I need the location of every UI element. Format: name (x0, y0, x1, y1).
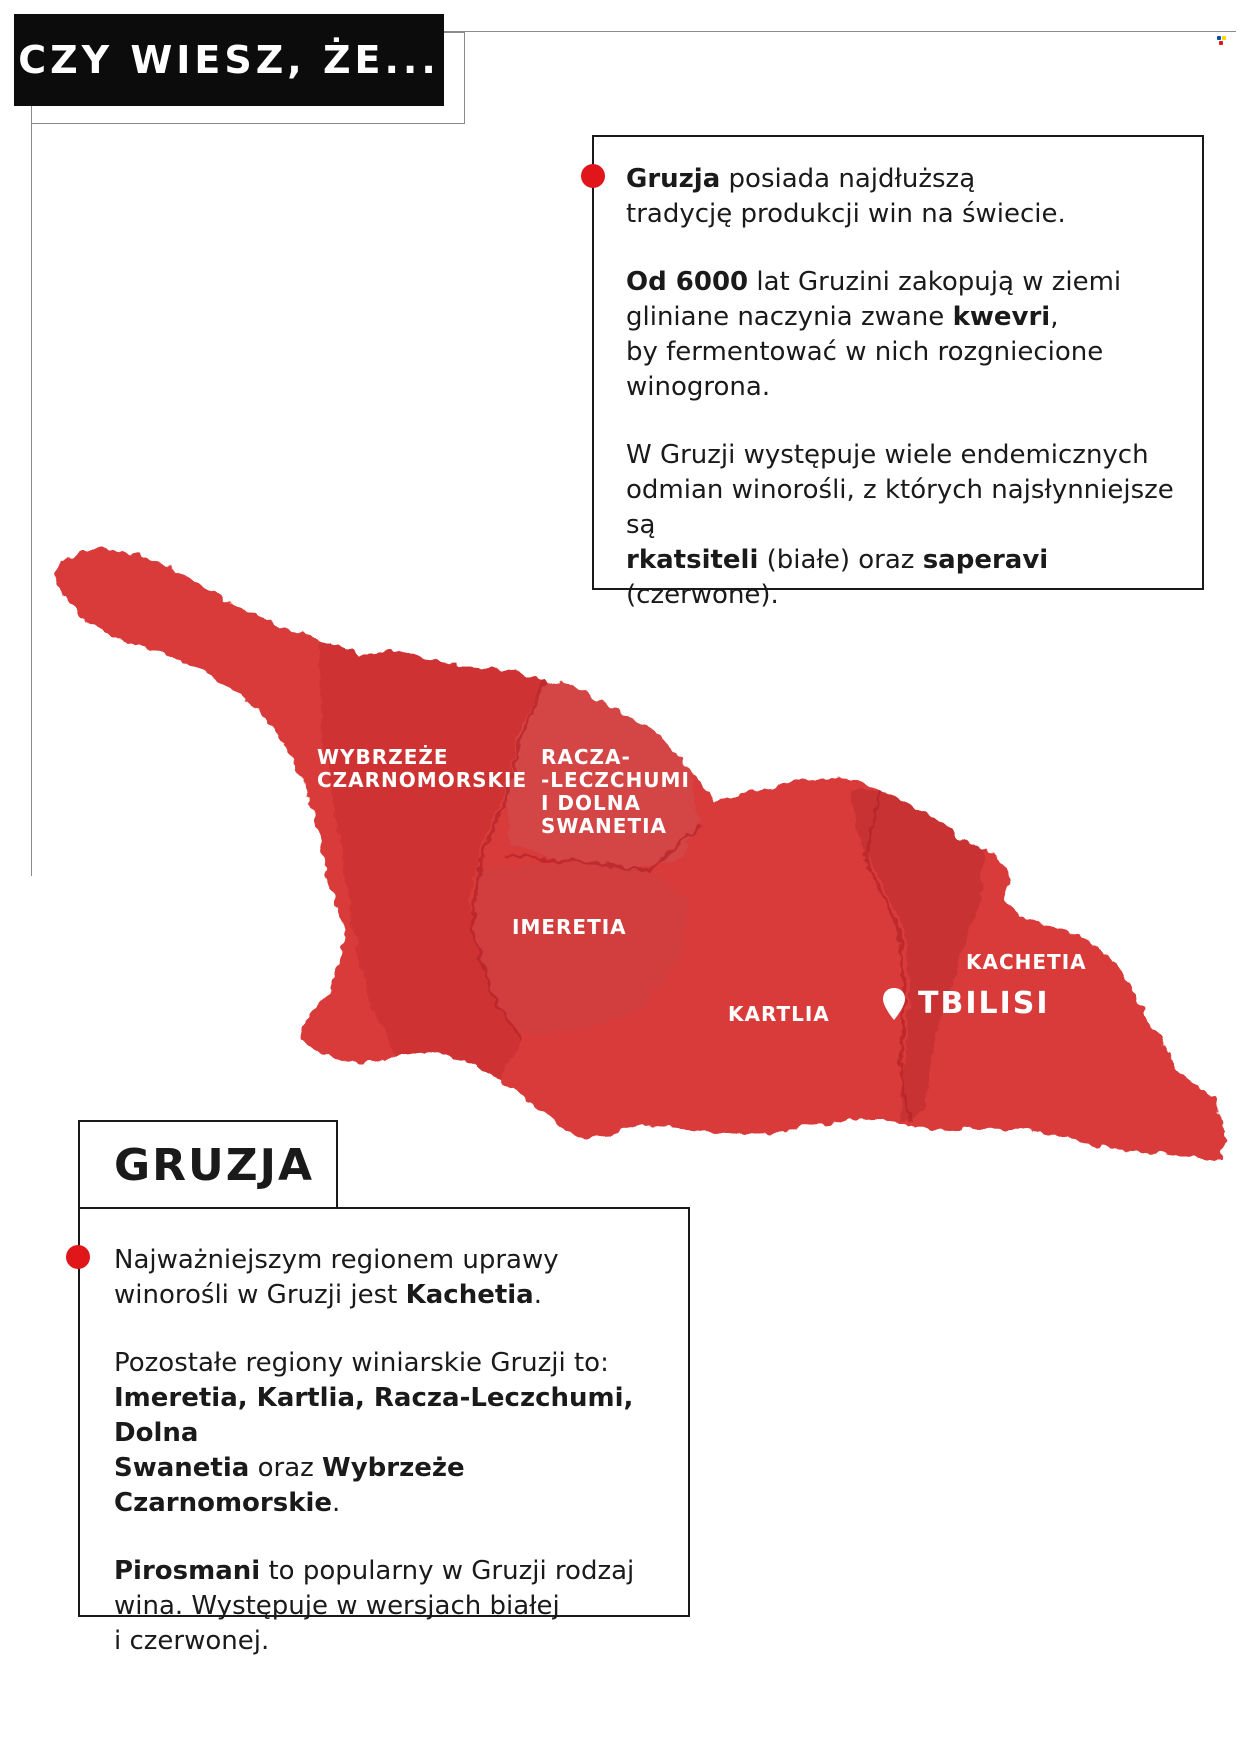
map-label-kartli: KARTLIA (728, 1002, 830, 1026)
country-box (78, 1207, 690, 1656)
country-paragraph-1: Najważniejszym regionem uprawy winorośli w Gruzji jest Kachetia. (114, 1245, 559, 1310)
country-title: GRUZJA (78, 1120, 338, 1208)
country-paragraph-2: Pozostałe regiony winiarskie Gruzji to: Imeretia, Kartlia, Racza-Leczchumi, Dolna Swanetia oraz Wybrzeże Czarnomorskie. (114, 1348, 634, 1518)
map-label-black-sea-coast: WYBRZEŻE CZARNOMORSKIE (317, 745, 528, 792)
fact-country-bold: Gruzja (626, 164, 721, 194)
header-title: CZY WIESZ, ŻE... (14, 14, 444, 106)
map-label-imereti: IMERETIA (512, 915, 627, 939)
fact-paragraph-3: W Gruzji występuje wiele endemicznych odmian winorośli, z których najsłynniejsze są rkatsiteli (białe) oraz saperavi (czerwone). (626, 440, 1174, 610)
country-paragraph-3: Pirosmani to popularny w Gruzji rodzaj wina. Występuje w wersjach białej i czerwonej. (114, 1556, 635, 1656)
capital-marker (882, 986, 1050, 1021)
country-box-bullet (66, 1245, 90, 1269)
capital-label: TBILISI (918, 986, 1050, 1021)
map-label-kakheti: KACHETIA (966, 950, 1087, 974)
fact-box-bullet (581, 164, 605, 188)
fact-paragraph-2: Od 6000 lat Gruzini zakopują w ziemi gliniane naczynia zwane kwevri, by fermentować w nich rozgniecione winogrona. (626, 267, 1122, 402)
fact-paragraph-1: Gruzja posiada najdłuższą tradycję produkcji win na świecie. (626, 164, 1066, 229)
location-pin-icon (882, 987, 906, 1021)
map-label-racha-lechkhumi: RACZA- -LECZCHUMI I DOLNA SWANETIA (541, 745, 690, 838)
fact-box (592, 135, 1204, 610)
